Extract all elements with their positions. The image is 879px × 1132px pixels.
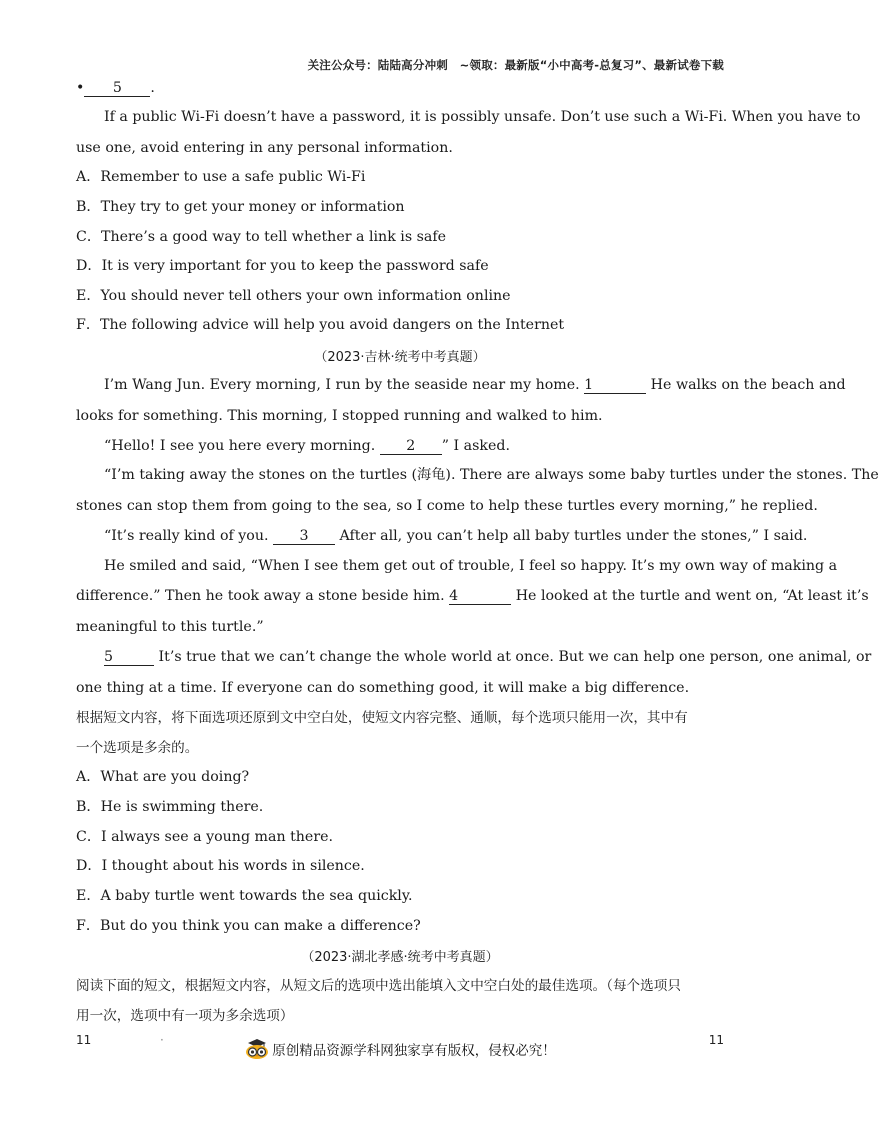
paragraph-line: “Hello! I see you here every morning. 2 ” I asked. [104, 438, 510, 454]
paragraph-line: difference.” Then he took away a stone beside him. 4 He looked at the turtle and went on, “At least it’s [76, 588, 869, 604]
blank-3: 3 [273, 529, 335, 545]
paragraph-line: If a public Wi-Fi doesn’t have a password, it is possibly unsafe. Don’t use such a Wi-Fi. When you have to [104, 109, 861, 125]
paragraph-line: “It’s really kind of you. 3 After all, you can’t help all baby turtles under the stones,” I said. [104, 528, 808, 544]
page-header: 关注公众号：陆陆高分冲刺 ~领取：最新版“小中高考-总复习”、最新试卷下载 [307, 58, 724, 72]
paragraph-line: looks for something. This morning, I stopped running and walked to him. [76, 408, 603, 424]
option-b: B．They try to get your money or information [76, 199, 405, 215]
page-number-right: 11 [708, 1033, 724, 1047]
bullet: • [76, 80, 85, 96]
source-label: （2023·湖北孝感·统考中考真题） [301, 950, 499, 965]
paragraph-line: stones can stop them from going to the sea, so I come to help these turtles every morning,” he replied. [76, 498, 818, 514]
option-d: D．I thought about his words in silence. [76, 858, 365, 874]
instructions: 根据短文内容，将下面选项还原到文中空白处，使短文内容完整、通顺，每个选项只能用一次，其中有 [76, 710, 688, 726]
blank-2: 2 [380, 439, 442, 455]
paragraph-line: use one, avoid entering in any personal information. [76, 140, 453, 156]
paragraph-line: I’m Wang Jun. Every morning, I run by the seaside near my home. 1 He walks on the beach and [104, 377, 846, 393]
paragraph-line: 5 It’s true that we can’t change the whole world at once. But we can help one person, one animal, or [104, 649, 872, 665]
paragraph-line: He smiled and said, “When I see them get out of trouble, I feel so happy. It’s my own way of making a [104, 558, 838, 574]
blank-suffix: . [150, 80, 155, 96]
option-e: E．You should never tell others your own information online [76, 288, 511, 304]
instructions: 阅读下面的短文，根据短文内容，从短文后的选项中选出能填入文中空白处的最佳选项。（每个选项只 [76, 978, 681, 994]
paragraph-line: meaningful to this turtle.” [76, 619, 264, 635]
option-b: B．He is swimming there. [76, 799, 264, 815]
footer-dot: · [160, 1033, 164, 1047]
option-a: A．Remember to use a safe public Wi-Fi [76, 169, 366, 185]
option-d: D．It is very important for you to keep the password safe [76, 258, 489, 274]
blank-1: 1 [584, 378, 646, 394]
option-f: F．But do you think you can make a difference? [76, 918, 421, 934]
option-f: F．The following advice will help you avoid dangers on the Internet [76, 317, 565, 333]
instructions: 一个选项是多余的。 [76, 740, 199, 756]
blank-line [76, 78, 726, 98]
owl-logo-icon [244, 1038, 270, 1064]
paragraph-line: “I’m taking away the stones on the turtles (海龟). There are always some baby turtles under the stones. The [104, 467, 879, 483]
page-number-left: 11 [76, 1033, 92, 1047]
blank-5: 5 [104, 650, 154, 666]
copyright-text: 原创精品资源学科网独家享有版权，侵权必究！ [272, 1043, 556, 1059]
option-e: E．A baby turtle went towards the sea quickly. [76, 888, 413, 904]
paragraph-line: one thing at a time. If everyone can do something good, it will make a big difference. [76, 680, 690, 696]
source-label: （2023·吉林·统考中考真题） [314, 350, 486, 365]
blank-5: 5 [84, 81, 150, 97]
blank-4: 4 [449, 589, 511, 605]
copyright-notice [0, 1038, 800, 1064]
option-c: C．I always see a young man there. [76, 829, 334, 845]
option-a: A．What are you doing? [76, 769, 250, 785]
instructions: 用一次，选项中有一项为多余选项） [76, 1008, 294, 1024]
option-c: C．There’s a good way to tell whether a link is safe [76, 229, 447, 245]
